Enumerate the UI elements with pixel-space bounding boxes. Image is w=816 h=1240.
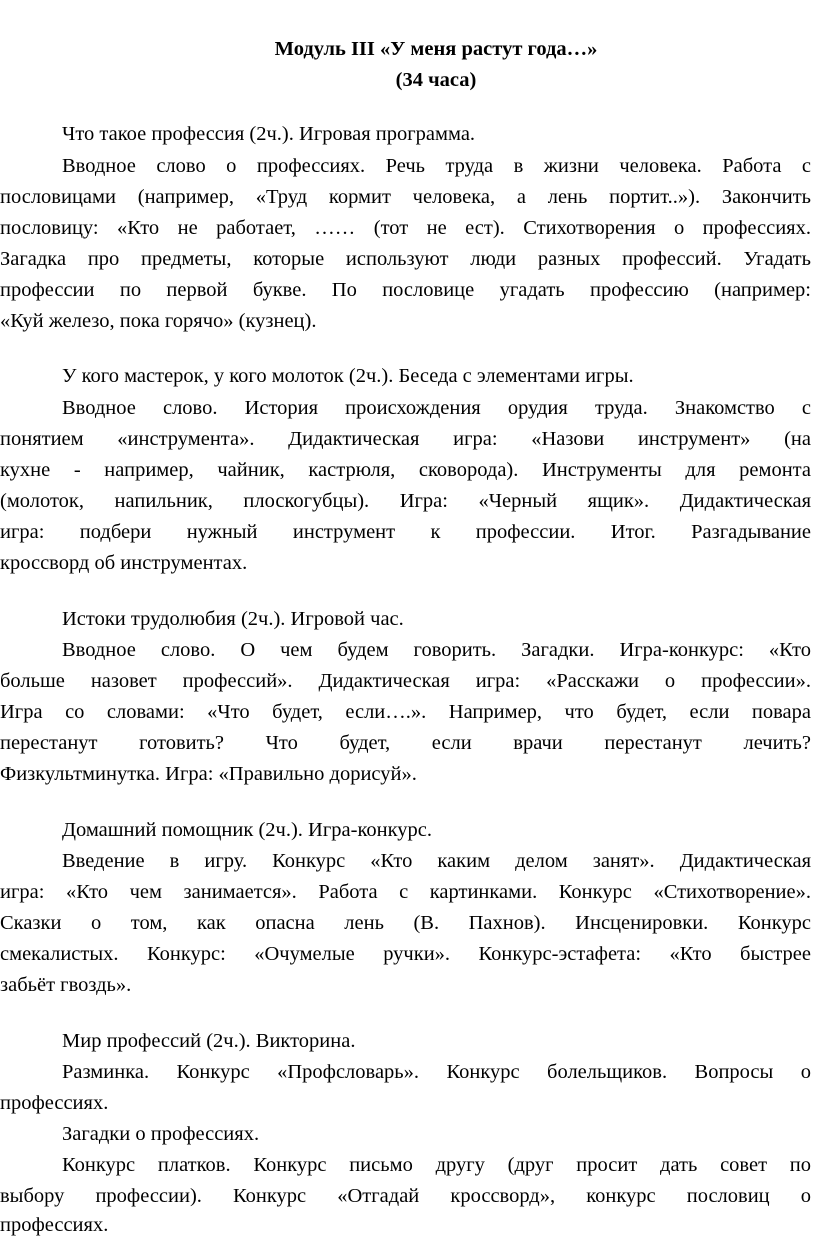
paragraph-line: кухне - например, чайник, кастрюля, сковорода). Инструменты для ремонта: [0, 459, 811, 481]
paragraph-line: профессиях.: [0, 1214, 109, 1236]
paragraph-line: (молоток, напильник, плоскогубцы). Игра: «Черный ящик». Дидактическая: [0, 490, 811, 512]
paragraph-line: Игра со словами: «Что будет, если….». Например, что будет, если повара: [0, 701, 811, 723]
section-heading: У кого мастерок, у кого молоток (2ч.). Беседа с элементами игры.: [62, 365, 634, 387]
paragraph-line: Разминка. Конкурс «Профсловарь». Конкурс болельщиков. Вопросы о: [62, 1061, 811, 1083]
paragraph-line: кроссворд об инструментах.: [0, 552, 248, 574]
section-heading: Домашний помощник (2ч.). Игра-конкурс.: [62, 819, 432, 841]
paragraph-line: игра: подбери нужный инструмент к профессии. Итог. Разгадывание: [0, 521, 811, 543]
paragraph-line: Загадка про предметы, которые используют люди разных профессий. Угадать: [0, 248, 811, 270]
section-heading: Истоки трудолюбия (2ч.). Игровой час.: [62, 608, 404, 630]
paragraph-line: Загадки о профессиях.: [62, 1123, 260, 1145]
paragraph-line: перестанут готовить? Что будет, если врачи перестанут лечить?: [0, 732, 811, 754]
paragraph-line: Конкурс платков. Конкурс письмо другу (друг просит дать совет по: [62, 1154, 811, 1176]
paragraph-line: Сказки о том, как опасна лень (В. Пахнов). Инсценировки. Конкурс: [0, 912, 811, 934]
paragraph-line: выбору профессии). Конкурс «Отгадай кроссворд», конкурс пословиц о: [0, 1185, 811, 1207]
paragraph-line: пословицу: «Кто не работает, …… (тот не ест). Стихотворения о профессиях.: [0, 217, 811, 239]
paragraph-line: забьёт гвоздь».: [0, 974, 132, 996]
paragraph-line: Физкультминутка. Игра: «Правильно дорисуй».: [0, 763, 417, 785]
paragraph-line: Вводное слово. История происхождения орудия труда. Знакомство с: [62, 397, 811, 419]
module-title: Модуль III «У меня растут года…»: [274, 38, 598, 60]
paragraph-line: игра: «Кто чем занимается». Работа с картинками. Конкурс «Стихотворение».: [0, 881, 811, 903]
paragraph-line: Вводное слово. О чем будем говорить. Загадки. Игра-конкурс: «Кто: [62, 639, 811, 661]
paragraph-line: смекалистых. Конкурс: «Очумелые ручки». Конкурс-эстафета: «Кто быстрее: [0, 943, 811, 965]
paragraph-line: «Куй железо, пока горячо» (кузнец).: [0, 310, 317, 332]
paragraph-line: Вводное слово о профессиях. Речь труда в жизни человека. Работа с: [62, 155, 811, 177]
paragraph-line: профессии по первой букве. По пословице угадать профессию (например:: [0, 279, 811, 301]
paragraph-line: пословицами (например, «Труд кормит человека, а лень портит..»). Закончить: [0, 186, 811, 208]
paragraph-line: понятием «инструмента». Дидактическая игра: «Назови инструмент» (на: [0, 428, 811, 450]
section-heading: Мир профессий (2ч.). Викторина.: [62, 1030, 356, 1052]
paragraph-line: Введение в игру. Конкурс «Кто каким делом занят». Дидактическая: [62, 850, 811, 872]
module-hours: (34 часа): [395, 69, 477, 91]
paragraph-line: профессиях.: [0, 1092, 109, 1114]
paragraph-line: больше назовет профессий». Дидактическая игра: «Расскажи о профессии».: [0, 670, 811, 692]
section-heading: Что такое профессия (2ч.). Игровая программа.: [62, 123, 476, 145]
